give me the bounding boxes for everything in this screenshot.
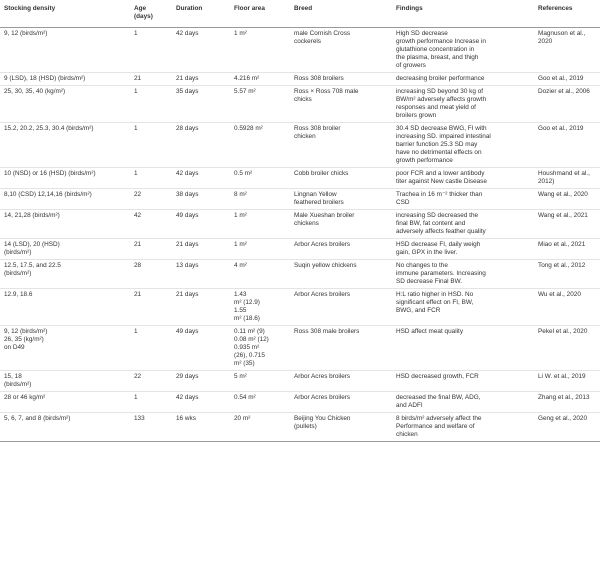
age-cell: 22 [130,371,172,392]
breed-cell: Ross × Ross 708 male chicks [290,86,392,123]
age-cell: 21 [130,289,172,326]
duration-cell: 42 days [172,168,230,189]
stocking-density-cell: 12.5, 17.5, and 22.5 (birds/m²) [0,260,130,289]
floor-area-cell: 4.216 m² [230,73,290,86]
reference-cell: Magnuson et al., 2020 [534,28,600,73]
findings-cell: poor FCR and a lower antibody titer against New castle Disease [392,168,534,189]
duration-cell: 49 days [172,326,230,371]
reference-cell: Zhang et al., 2013 [534,392,600,413]
reference-cell: Wang et al., 2021 [534,210,600,239]
findings-cell: increasing SD decreased the final BW, fat content and adversely affects feather quality [392,210,534,239]
floor-area-cell: 4 m² [230,260,290,289]
reference-cell: Tong et al., 2012 [534,260,600,289]
header-stocking-density: Stocking density [0,0,130,28]
floor-area-cell: 1 m² [230,210,290,239]
age-cell: 22 [130,189,172,210]
findings-cell: High SD decrease growth performance Increase in glutathione concentration in the plasma, breast, and thigh of growers [392,28,534,73]
stocking-density-cell: 15.2, 20.2, 25.3, 30.4 (birds/m²) [0,123,130,168]
breed-cell: Ross 308 broilers [290,73,392,86]
duration-cell: 35 days [172,86,230,123]
breed-cell: Arbor Acres broilers [290,289,392,326]
floor-area-cell: 5.57 m² [230,86,290,123]
breed-cell: Ross 308 male broilers [290,326,392,371]
age-cell: 1 [130,326,172,371]
findings-cell: decreasing broiler performance [392,73,534,86]
reference-cell: Houshmand et al., 2012) [534,168,600,189]
floor-area-cell: 8 m² [230,189,290,210]
floor-area-cell: 1 m² [230,239,290,260]
table-row [0,28,600,73]
floor-area-cell: 1 m² [230,28,290,73]
findings-cell: No changes to the immune parameters. Increasing SD decrease Final BW. [392,260,534,289]
stocking-density-cell: 12.9, 18.6 [0,289,130,326]
duration-cell: 21 days [172,73,230,86]
table-header-row [0,0,600,28]
table-row [0,123,600,168]
stocking-density-cell: 28 or 46 kg/m² [0,392,130,413]
age-cell: 1 [130,123,172,168]
duration-cell: 21 days [172,239,230,260]
floor-area-cell: 1.43 m² (12.9) 1.55 m² (18.6) [230,289,290,326]
floor-area-cell: 0.5 m² [230,168,290,189]
duration-cell: 13 days [172,260,230,289]
header-breed: Breed [290,0,392,28]
stocking-density-cell: 14, 21,28 (birds/m²) [0,210,130,239]
breed-cell: Ross 308 broiler chicken [290,123,392,168]
table-row [0,289,600,326]
floor-area-cell: 20 m² [230,413,290,442]
duration-cell: 29 days [172,371,230,392]
reference-cell: Goo et al., 2019 [534,123,600,168]
breed-cell: Arbor Acres broilers [290,371,392,392]
reference-cell: Wu et al., 2020 [534,289,600,326]
findings-cell: HSD affect meat quality [392,326,534,371]
header-references: References [534,0,600,28]
table-row [0,413,600,442]
stocking-density-cell: 14 (LSD), 20 (HSD) (birds/m²) [0,239,130,260]
age-cell: 42 [130,210,172,239]
table-row [0,189,600,210]
breed-cell: Lingnan Yellow feathered broilers [290,189,392,210]
duration-cell: 49 days [172,210,230,239]
duration-cell: 42 days [172,28,230,73]
findings-cell: 30.4 SD decrease BWG, FI with increasing SD. impaired intestinal barrier function 25.3 SD may have no detrimental effects on growth performance [392,123,534,168]
breed-cell: Arbor Acres broilers [290,392,392,413]
duration-cell: 16 wks [172,413,230,442]
duration-cell: 21 days [172,289,230,326]
breed-cell: male Cornish Cross cockerels [290,28,392,73]
floor-area-cell: 0.54 m² [230,392,290,413]
breed-cell: Beijing You Chicken (pullets) [290,413,392,442]
stocking-density-cell: 25, 30, 35, 40 (kg/m²) [0,86,130,123]
age-cell: 1 [130,168,172,189]
findings-cell: increasing SD beyond 30 kg of BW/m² adversely affects growth responses and meat yield of broilers grown [392,86,534,123]
duration-cell: 28 days [172,123,230,168]
header-floor-area: Floor area [230,0,290,28]
duration-cell: 38 days [172,189,230,210]
findings-cell: decreased the final BW, ADG, and ADFI [392,392,534,413]
breed-cell: Cobb broiler chicks [290,168,392,189]
stocking-density-cell: 5, 6, 7, and 8 (birds/m²) [0,413,130,442]
stocking-density-cell: 8,10 (CSD) 12,14,16 (birds/m²) [0,189,130,210]
table-row [0,371,600,392]
age-cell: 28 [130,260,172,289]
age-cell: 1 [130,86,172,123]
reference-cell: Dozier et al., 2006 [534,86,600,123]
header-findings: Findings [392,0,534,28]
reference-cell: Wang et al., 2020 [534,189,600,210]
age-cell: 1 [130,28,172,73]
breed-cell: Male Xueshan broiler chickens [290,210,392,239]
table-row [0,260,600,289]
duration-cell: 42 days [172,392,230,413]
table-row [0,239,600,260]
floor-area-cell: 5 m² [230,371,290,392]
header-age: Age (days) [130,0,172,28]
stocking-density-cell: 15, 18 (birds/m²) [0,371,130,392]
reference-cell: Geng et al., 2020 [534,413,600,442]
reference-cell: Miao et al., 2021 [534,239,600,260]
breed-cell: Arbor Acres broilers [290,239,392,260]
table-row [0,326,600,371]
floor-area-cell: 0.11 m² (9) 0.08 m² (12) 0.935 m² (26), 0.715 m² (35) [230,326,290,371]
reference-cell: Goo et al., 2019 [534,73,600,86]
stocking-density-cell: 9 (LSD), 18 (HSD) (birds/m²) [0,73,130,86]
findings-cell: HSD decrease FI, daily weigh gain, GPX in the liver. [392,239,534,260]
header-duration: Duration [172,0,230,28]
stocking-density-cell: 10 (NSD) or 16 (HSD) (birds/m²) [0,168,130,189]
reference-cell: Pekel et al., 2020 [534,326,600,371]
floor-area-cell: 0.5928 m² [230,123,290,168]
stocking-density-cell: 9, 12 (birds/m²) [0,28,130,73]
stocking-density-cell: 9, 12 (birds/m²) 26, 35 (kg/m²) on D49 [0,326,130,371]
findings-cell: Trachea in 16 m⁻² thicker than CSD [392,189,534,210]
age-cell: 21 [130,239,172,260]
table-row [0,168,600,189]
table-row [0,210,600,239]
findings-cell: 8 birds/m² adversely affect the Performance and welfare of chicken [392,413,534,442]
age-cell: 133 [130,413,172,442]
findings-cell: H:L ratio higher in HSD. No significant effect on FI, BW, BWG, and FCR [392,289,534,326]
age-cell: 21 [130,73,172,86]
table-row [0,73,600,86]
findings-cell: HSD decreased growth, FCR [392,371,534,392]
breed-cell: Suqin yellow chickens [290,260,392,289]
table-row [0,86,600,123]
table-row [0,392,600,413]
reference-cell: Li W. et al., 2019 [534,371,600,392]
age-cell: 1 [130,392,172,413]
